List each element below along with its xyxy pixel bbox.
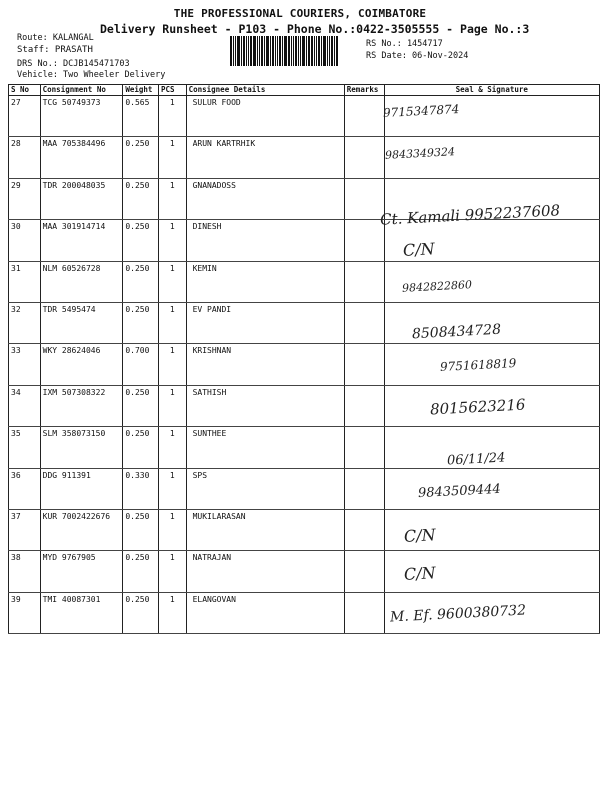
cell-weight: 0.250 — [123, 261, 159, 302]
cell-weight: 0.250 — [123, 137, 159, 178]
cell-sno: 32 — [9, 302, 41, 343]
barcode-bar — [270, 36, 271, 66]
barcode-bar — [275, 36, 276, 66]
cell-weight: 0.250 — [123, 509, 159, 550]
barcode-bar — [233, 36, 234, 66]
vehicle-label: Vehicle: Two Wheeler Delivery — [17, 70, 166, 80]
cell-consignment-no: MYD 9767905 — [40, 551, 123, 592]
barcode-bar — [336, 36, 338, 66]
barcode-bar — [241, 36, 242, 66]
barcode-bar — [316, 36, 317, 66]
barcode-bar — [288, 36, 290, 66]
cell-sno: 37 — [9, 509, 41, 550]
barcode-bar — [243, 36, 245, 66]
signature-37: C/N — [403, 525, 437, 546]
barcode-bar — [306, 36, 307, 66]
route-label: Route: KALANGAL — [17, 33, 94, 43]
cell-pcs: 1 — [159, 344, 187, 385]
cell-consignment-no: TDR 200048035 — [40, 178, 123, 219]
signature-27: 9715347874 — [382, 102, 460, 120]
cell-sno: 30 — [9, 220, 41, 261]
barcode-image — [230, 36, 352, 66]
signature-36: 9843509444 — [417, 481, 502, 502]
cell-consignment-no: TCG 50749373 — [40, 96, 123, 137]
barcode-bar — [314, 36, 315, 66]
cell-sno: 31 — [9, 261, 41, 302]
cell-consignee: EV PANDI — [186, 302, 344, 343]
barcode-bar — [329, 36, 330, 66]
cell-sno: 34 — [9, 385, 41, 426]
col-seal-signature: Seal & Signature — [384, 85, 599, 96]
barcode-bar — [291, 36, 292, 66]
barcode-bar — [279, 36, 281, 66]
cell-consignee: SATHISH — [186, 385, 344, 426]
table-row — [9, 137, 600, 178]
cell-consignment-no: MAA 301914714 — [40, 220, 123, 261]
cell-sno: 35 — [9, 427, 41, 468]
cell-remarks — [344, 344, 384, 385]
cell-consignment-no: IXM 507308322 — [40, 385, 123, 426]
cell-pcs: 1 — [159, 468, 187, 509]
cell-weight: 0.250 — [123, 427, 159, 468]
runsheet-subtitle: Delivery Runsheet - P103 - Phone No.:0422-3505555 - Page No.:3 — [100, 22, 530, 36]
signature-31: 9842822860 — [401, 278, 473, 295]
barcode-bar — [334, 36, 335, 66]
cell-remarks — [344, 137, 384, 178]
signature-30: Ct. Kamali 9952237608 — [379, 201, 561, 229]
barcode-bar — [272, 36, 274, 66]
cell-remarks — [344, 96, 384, 137]
signature-38: C/N — [403, 563, 437, 584]
col-consignment: Consignment No — [40, 85, 123, 96]
signature-33: 9751618819 — [439, 356, 517, 374]
barcode-bar — [318, 36, 320, 66]
barcode-bar — [295, 36, 297, 66]
cell-remarks — [344, 468, 384, 509]
barcode-bar — [321, 36, 322, 66]
barcode-bar — [298, 36, 299, 66]
cell-sno: 33 — [9, 344, 41, 385]
cell-consignment-no: MAA 705384496 — [40, 137, 123, 178]
signature-28: 9843349324 — [384, 145, 456, 162]
cell-consignee: SULUR FOOD — [186, 96, 344, 137]
table-row — [9, 96, 600, 137]
cell-sno: 29 — [9, 178, 41, 219]
barcode-bar — [282, 36, 283, 66]
cell-consignment-no: KUR 7002422676 — [40, 509, 123, 550]
table-row — [9, 220, 600, 261]
cell-pcs: 1 — [159, 96, 187, 137]
barcode-bar — [311, 36, 313, 66]
cell-remarks — [344, 220, 384, 261]
cell-consignment-no: TMI 40087301 — [40, 592, 123, 633]
company-title: THE PROFESSIONAL COURIERS, COIMBATORE — [173, 7, 427, 20]
cell-pcs: 1 — [159, 302, 187, 343]
cell-pcs: 1 — [159, 137, 187, 178]
cell-consignee: GNANADOSS — [186, 178, 344, 219]
col-remarks: Remarks — [344, 85, 384, 96]
barcode-bar — [284, 36, 287, 66]
signature-30-cn: C/N — [402, 239, 436, 260]
barcode-bar — [293, 36, 294, 66]
cell-weight: 0.330 — [123, 468, 159, 509]
cell-consignee: KEMIN — [186, 261, 344, 302]
cell-remarks — [344, 302, 384, 343]
table-row — [9, 551, 600, 592]
cell-consignee: SUNTHEE — [186, 427, 344, 468]
barcode-bar — [331, 36, 333, 66]
cell-consignee: ELANGOVAN — [186, 592, 344, 633]
rs-date: RS Date: 06-Nov-2024 — [366, 51, 469, 61]
cell-remarks — [344, 551, 384, 592]
barcode-bar — [300, 36, 301, 66]
barcode-bar — [308, 36, 310, 66]
cell-pcs: 1 — [159, 385, 187, 426]
drs-number: DRS No.: DCJB145471703 — [17, 59, 130, 69]
barcode-bar — [277, 36, 278, 66]
table-row — [9, 468, 600, 509]
cell-consignment-no: SLM 358073150 — [40, 427, 123, 468]
cell-sno: 27 — [9, 96, 41, 137]
barcode-bar — [259, 36, 260, 66]
signature-39: M. Ef. 9600380732 — [389, 602, 527, 626]
cell-weight: 0.250 — [123, 302, 159, 343]
cell-sno: 38 — [9, 551, 41, 592]
cell-sno: 39 — [9, 592, 41, 633]
col-pcs: PCS — [159, 85, 187, 96]
cell-weight: 0.250 — [123, 592, 159, 633]
cell-consignment-no: TDR 5495474 — [40, 302, 123, 343]
barcode-bar — [253, 36, 256, 66]
signature-35: 06/11/24 — [446, 450, 506, 469]
cell-consignee: KRISHNAN — [186, 344, 344, 385]
cell-weight: 0.700 — [123, 344, 159, 385]
staff-label: Staff: PRASATH — [17, 45, 93, 55]
cell-pcs: 1 — [159, 178, 187, 219]
table-row — [9, 302, 600, 343]
barcode-bar — [248, 36, 249, 66]
cell-consignee: ARUN KARTRHIK — [186, 137, 344, 178]
barcode-bar — [257, 36, 258, 66]
cell-consignee: SPS — [186, 468, 344, 509]
cell-weight: 0.250 — [123, 385, 159, 426]
barcode-bar — [246, 36, 247, 66]
table-row — [9, 261, 600, 302]
cell-weight: 0.250 — [123, 220, 159, 261]
cell-remarks — [344, 385, 384, 426]
col-consignee: Consignee Details — [186, 85, 344, 96]
table-row — [9, 509, 600, 550]
cell-sno: 36 — [9, 468, 41, 509]
rs-number: RS No.: 1454717 — [366, 39, 443, 49]
cell-consignee: NATRAJAN — [186, 551, 344, 592]
cell-consignment-no: WKY 28624046 — [40, 344, 123, 385]
barcode-bar — [302, 36, 305, 66]
barcode-bar — [323, 36, 326, 66]
cell-sno: 28 — [9, 137, 41, 178]
signature-32: 8508434728 — [411, 321, 502, 343]
col-sno: S No — [9, 85, 41, 96]
cell-consignee: MUKILARASAN — [186, 509, 344, 550]
cell-pcs: 1 — [159, 220, 187, 261]
barcode-bar — [235, 36, 236, 66]
cell-pcs: 1 — [159, 509, 187, 550]
barcode-bar — [237, 36, 240, 66]
cell-weight: 0.250 — [123, 178, 159, 219]
cell-remarks — [344, 509, 384, 550]
cell-remarks — [344, 261, 384, 302]
cell-remarks — [344, 178, 384, 219]
barcode-bar — [266, 36, 269, 66]
barcode-bar — [264, 36, 265, 66]
cell-remarks — [344, 592, 384, 633]
signature-34: 8015623216 — [429, 395, 526, 419]
cell-consignment-no: DDG 911391 — [40, 468, 123, 509]
table-header-row — [9, 85, 600, 96]
cell-pcs: 1 — [159, 261, 187, 302]
cell-weight: 0.250 — [123, 551, 159, 592]
barcode-bar — [230, 36, 232, 66]
cell-remarks — [344, 427, 384, 468]
table-row — [9, 427, 600, 468]
barcode-bar — [327, 36, 328, 66]
cell-consignment-no: NLM 60526728 — [40, 261, 123, 302]
barcode-bar — [261, 36, 263, 66]
cell-consignee: DINESH — [186, 220, 344, 261]
cell-pcs: 1 — [159, 592, 187, 633]
col-weight: Weight — [123, 85, 159, 96]
cell-pcs: 1 — [159, 551, 187, 592]
cell-pcs: 1 — [159, 427, 187, 468]
barcode-bar — [250, 36, 252, 66]
cell-weight: 0.565 — [123, 96, 159, 137]
